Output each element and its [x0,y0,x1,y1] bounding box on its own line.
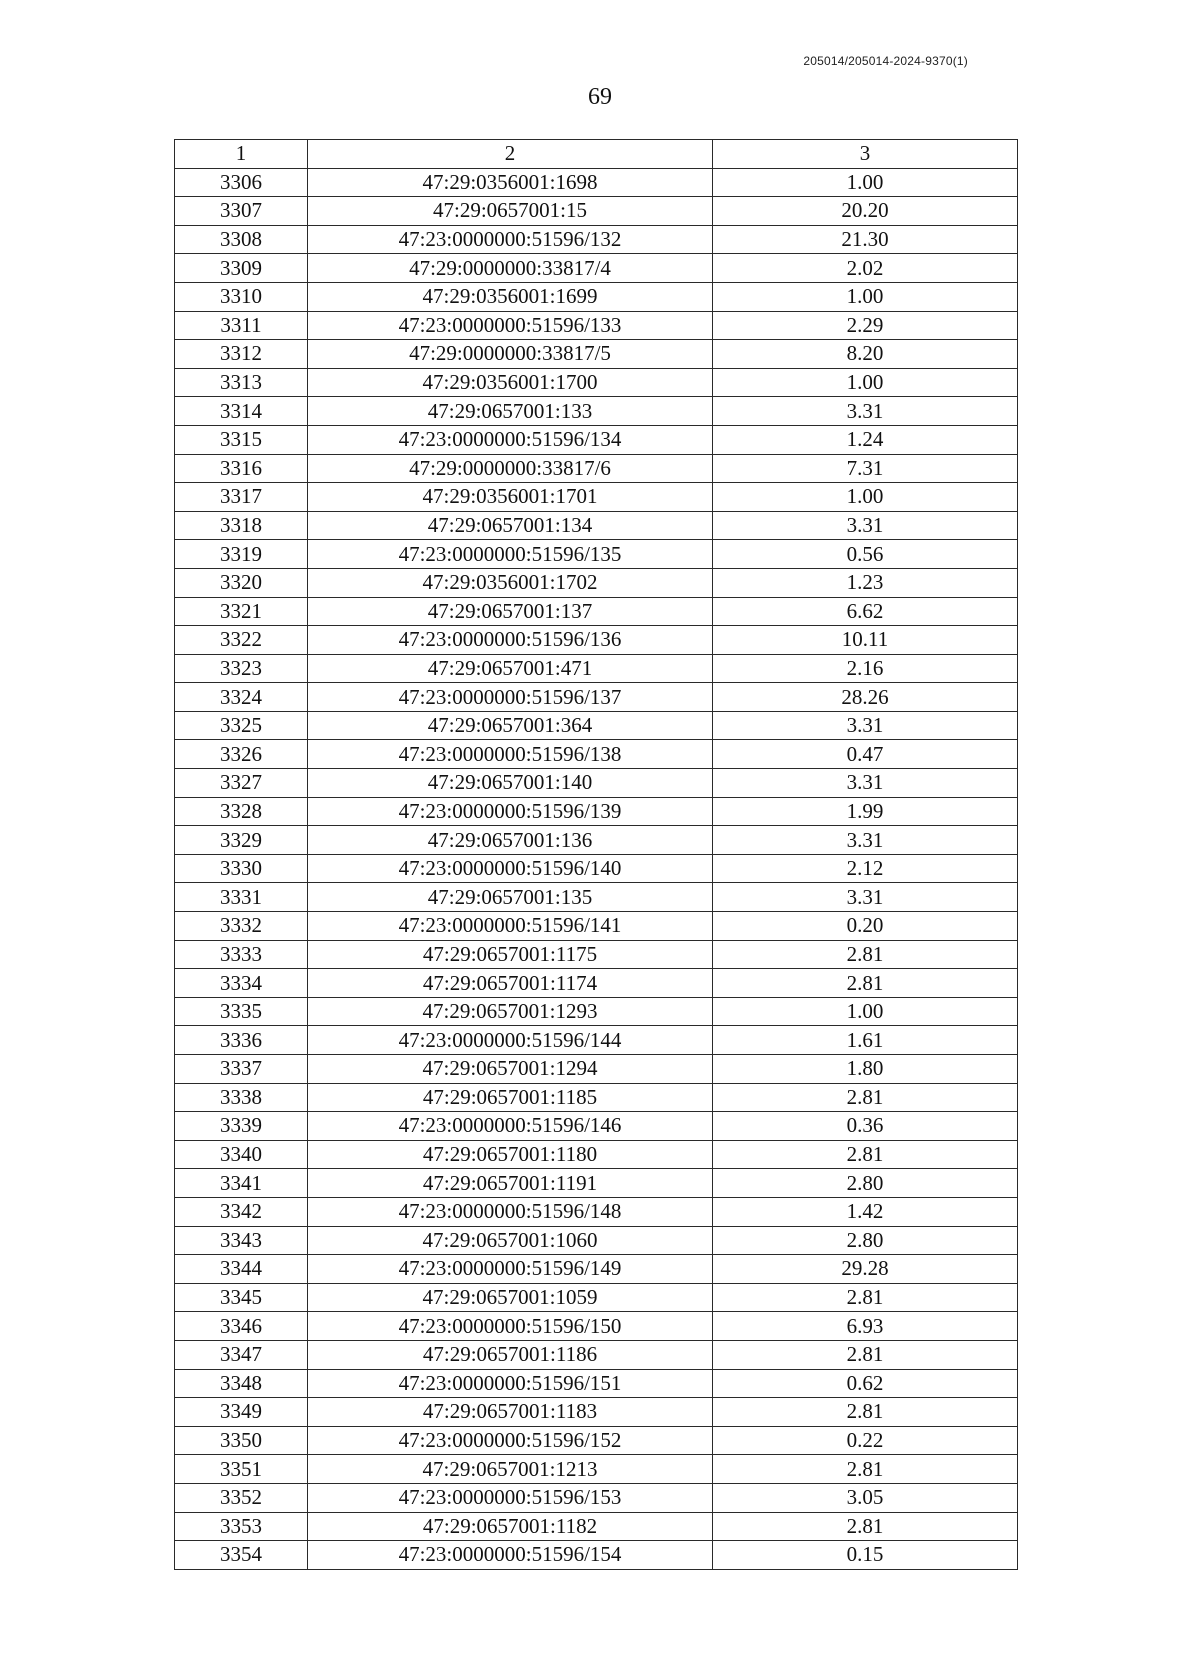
data-table [174,139,1018,1570]
table-row [175,654,1018,683]
table-row [175,197,1018,226]
table-row [175,1426,1018,1455]
row-number-cell: 3308 [175,225,308,254]
table-row [175,1283,1018,1312]
value-cell: 1.00 [713,168,1018,197]
cadastral-number-cell: 47:29:0657001:364 [308,711,713,740]
table-row [175,1026,1018,1055]
table-row [175,1197,1018,1226]
table-row [175,1226,1018,1255]
cadastral-number-cell: 47:23:0000000:51596/132 [308,225,713,254]
row-number-cell: 3351 [175,1455,308,1484]
value-cell: 1.24 [713,425,1018,454]
row-number-cell: 3338 [175,1083,308,1112]
value-cell: 2.12 [713,854,1018,883]
cadastral-number-cell: 47:29:0657001:137 [308,597,713,626]
row-number-cell: 3336 [175,1026,308,1055]
value-cell: 2.80 [713,1169,1018,1198]
value-cell: 1.00 [713,282,1018,311]
page-number: 69 [588,84,612,110]
cadastral-number-cell: 47:29:0000000:33817/4 [308,254,713,283]
cadastral-number-cell: 47:23:0000000:51596/134 [308,425,713,454]
table-row [175,769,1018,798]
table-row [175,711,1018,740]
value-cell: 2.81 [713,1398,1018,1427]
cadastral-number-cell: 47:23:0000000:51596/139 [308,797,713,826]
row-number-cell: 3354 [175,1541,308,1570]
table-row [175,854,1018,883]
value-cell: 0.56 [713,540,1018,569]
cadastral-number-cell: 47:23:0000000:51596/146 [308,1112,713,1141]
row-number-cell: 3324 [175,683,308,712]
row-number-cell: 3318 [175,511,308,540]
value-cell: 2.81 [713,1083,1018,1112]
value-cell: 0.62 [713,1369,1018,1398]
value-cell: 0.15 [713,1541,1018,1570]
table-row [175,1483,1018,1512]
table-row [175,883,1018,912]
table-row [175,1140,1018,1169]
row-number-cell: 3307 [175,197,308,226]
row-number-cell: 3347 [175,1340,308,1369]
row-number-cell: 3350 [175,1426,308,1455]
table-row [175,1055,1018,1084]
table-row [175,340,1018,369]
value-cell: 2.81 [713,1340,1018,1369]
cadastral-number-cell: 47:29:0657001:1060 [308,1226,713,1255]
cadastral-number-cell: 47:29:0657001:1174 [308,969,713,998]
row-number-cell: 3306 [175,168,308,197]
table-row [175,1369,1018,1398]
row-number-cell: 3339 [175,1112,308,1141]
value-cell: 3.31 [713,883,1018,912]
row-number-cell: 3348 [175,1369,308,1398]
row-number-cell: 3319 [175,540,308,569]
cadastral-number-cell: 47:29:0657001:15 [308,197,713,226]
cadastral-number-cell: 47:23:0000000:51596/138 [308,740,713,769]
table-row [175,397,1018,426]
value-cell: 3.05 [713,1483,1018,1512]
value-cell: 1.42 [713,1197,1018,1226]
row-number-cell: 3342 [175,1197,308,1226]
table-row [175,483,1018,512]
row-number-cell: 3310 [175,282,308,311]
table-row [175,168,1018,197]
table-row [175,683,1018,712]
value-cell: 6.62 [713,597,1018,626]
table-row [175,225,1018,254]
row-number-cell: 3346 [175,1312,308,1341]
cadastral-number-cell: 47:29:0657001:1294 [308,1055,713,1084]
cadastral-number-cell: 47:29:0657001:1186 [308,1340,713,1369]
value-cell: 10.11 [713,626,1018,655]
table-row [175,1255,1018,1284]
table-row [175,1112,1018,1141]
row-number-cell: 3316 [175,454,308,483]
table-row [175,1169,1018,1198]
table-row [175,368,1018,397]
value-cell: 2.29 [713,311,1018,340]
value-cell: 2.81 [713,1455,1018,1484]
cadastral-number-cell: 47:29:0657001:135 [308,883,713,912]
table-row [175,912,1018,941]
table-row [175,1512,1018,1541]
cadastral-number-cell: 47:29:0356001:1699 [308,282,713,311]
cadastral-number-cell: 47:29:0657001:1191 [308,1169,713,1198]
table-row [175,797,1018,826]
cadastral-number-cell: 47:23:0000000:51596/144 [308,1026,713,1055]
row-number-cell: 3331 [175,883,308,912]
cadastral-number-cell: 47:23:0000000:51596/154 [308,1541,713,1570]
cadastral-number-cell: 47:29:0657001:133 [308,397,713,426]
table-row [175,540,1018,569]
value-cell: 29.28 [713,1255,1018,1284]
table-header-row [175,140,1018,169]
value-cell: 0.22 [713,1426,1018,1455]
cadastral-number-cell: 47:23:0000000:51596/136 [308,626,713,655]
cadastral-number-cell: 47:29:0000000:33817/5 [308,340,713,369]
table-row [175,1541,1018,1570]
cadastral-number-cell: 47:29:0657001:140 [308,769,713,798]
cadastral-number-cell: 47:29:0657001:1175 [308,940,713,969]
table-row [175,311,1018,340]
value-cell: 1.00 [713,997,1018,1026]
row-number-cell: 3343 [175,1226,308,1255]
table-row [175,826,1018,855]
column-header: 3 [713,140,1018,169]
table-row [175,254,1018,283]
row-number-cell: 3345 [175,1283,308,1312]
row-number-cell: 3312 [175,340,308,369]
cadastral-number-cell: 47:23:0000000:51596/150 [308,1312,713,1341]
row-number-cell: 3320 [175,568,308,597]
value-cell: 28.26 [713,683,1018,712]
data-table-container [174,139,1017,1570]
value-cell: 6.93 [713,1312,1018,1341]
row-number-cell: 3352 [175,1483,308,1512]
value-cell: 0.47 [713,740,1018,769]
table-row [175,511,1018,540]
value-cell: 7.31 [713,454,1018,483]
value-cell: 0.36 [713,1112,1018,1141]
value-cell: 3.31 [713,511,1018,540]
value-cell: 1.61 [713,1026,1018,1055]
value-cell: 2.81 [713,1512,1018,1541]
document-reference: 205014/205014-2024-9370(1) [803,54,968,68]
row-number-cell: 3313 [175,368,308,397]
value-cell: 3.31 [713,397,1018,426]
value-cell: 3.31 [713,711,1018,740]
table-row [175,997,1018,1026]
table-row [175,1340,1018,1369]
table-row [175,282,1018,311]
cadastral-number-cell: 47:29:0356001:1700 [308,368,713,397]
cadastral-number-cell: 47:29:0657001:1213 [308,1455,713,1484]
cadastral-number-cell: 47:23:0000000:51596/135 [308,540,713,569]
row-number-cell: 3315 [175,425,308,454]
cadastral-number-cell: 47:29:0657001:1293 [308,997,713,1026]
row-number-cell: 3328 [175,797,308,826]
row-number-cell: 3332 [175,912,308,941]
value-cell: 0.20 [713,912,1018,941]
value-cell: 1.00 [713,483,1018,512]
cadastral-number-cell: 47:29:0657001:1180 [308,1140,713,1169]
table-row [175,454,1018,483]
row-number-cell: 3325 [175,711,308,740]
cadastral-number-cell: 47:29:0356001:1698 [308,168,713,197]
value-cell: 20.20 [713,197,1018,226]
value-cell: 2.16 [713,654,1018,683]
row-number-cell: 3335 [175,997,308,1026]
table-row [175,1312,1018,1341]
row-number-cell: 3323 [175,654,308,683]
value-cell: 3.31 [713,769,1018,798]
table-row [175,1083,1018,1112]
row-number-cell: 3337 [175,1055,308,1084]
cadastral-number-cell: 47:23:0000000:51596/148 [308,1197,713,1226]
value-cell: 1.80 [713,1055,1018,1084]
row-number-cell: 3322 [175,626,308,655]
value-cell: 1.99 [713,797,1018,826]
value-cell: 21.30 [713,225,1018,254]
cadastral-number-cell: 47:23:0000000:51596/137 [308,683,713,712]
table-row [175,425,1018,454]
value-cell: 8.20 [713,340,1018,369]
row-number-cell: 3327 [175,769,308,798]
cadastral-number-cell: 47:23:0000000:51596/141 [308,912,713,941]
table-row [175,1398,1018,1427]
row-number-cell: 3317 [175,483,308,512]
table-row [175,969,1018,998]
table-row [175,597,1018,626]
value-cell: 2.81 [713,940,1018,969]
column-header: 2 [308,140,713,169]
value-cell: 2.81 [713,1140,1018,1169]
cadastral-number-cell: 47:23:0000000:51596/153 [308,1483,713,1512]
cadastral-number-cell: 47:23:0000000:51596/140 [308,854,713,883]
table-row [175,1455,1018,1484]
cadastral-number-cell: 47:29:0657001:136 [308,826,713,855]
value-cell: 3.31 [713,826,1018,855]
row-number-cell: 3314 [175,397,308,426]
cadastral-number-cell: 47:29:0657001:1182 [308,1512,713,1541]
cadastral-number-cell: 47:29:0657001:134 [308,511,713,540]
table-row [175,740,1018,769]
table-row [175,568,1018,597]
value-cell: 1.23 [713,568,1018,597]
row-number-cell: 3329 [175,826,308,855]
cadastral-number-cell: 47:29:0356001:1702 [308,568,713,597]
table-row [175,626,1018,655]
value-cell: 2.81 [713,969,1018,998]
cadastral-number-cell: 47:29:0657001:1183 [308,1398,713,1427]
row-number-cell: 3311 [175,311,308,340]
cadastral-number-cell: 47:29:0657001:1185 [308,1083,713,1112]
value-cell: 1.00 [713,368,1018,397]
row-number-cell: 3321 [175,597,308,626]
value-cell: 2.80 [713,1226,1018,1255]
row-number-cell: 3340 [175,1140,308,1169]
table-row [175,940,1018,969]
row-number-cell: 3341 [175,1169,308,1198]
cadastral-number-cell: 47:23:0000000:51596/152 [308,1426,713,1455]
cadastral-number-cell: 47:29:0657001:1059 [308,1283,713,1312]
row-number-cell: 3334 [175,969,308,998]
cadastral-number-cell: 47:23:0000000:51596/133 [308,311,713,340]
cadastral-number-cell: 47:29:0657001:471 [308,654,713,683]
table-body [175,140,1018,1570]
value-cell: 2.02 [713,254,1018,283]
row-number-cell: 3330 [175,854,308,883]
row-number-cell: 3349 [175,1398,308,1427]
cadastral-number-cell: 47:29:0356001:1701 [308,483,713,512]
row-number-cell: 3309 [175,254,308,283]
cadastral-number-cell: 47:29:0000000:33817/6 [308,454,713,483]
value-cell: 2.81 [713,1283,1018,1312]
row-number-cell: 3344 [175,1255,308,1284]
cadastral-number-cell: 47:23:0000000:51596/151 [308,1369,713,1398]
cadastral-number-cell: 47:23:0000000:51596/149 [308,1255,713,1284]
row-number-cell: 3353 [175,1512,308,1541]
row-number-cell: 3333 [175,940,308,969]
column-header: 1 [175,140,308,169]
row-number-cell: 3326 [175,740,308,769]
